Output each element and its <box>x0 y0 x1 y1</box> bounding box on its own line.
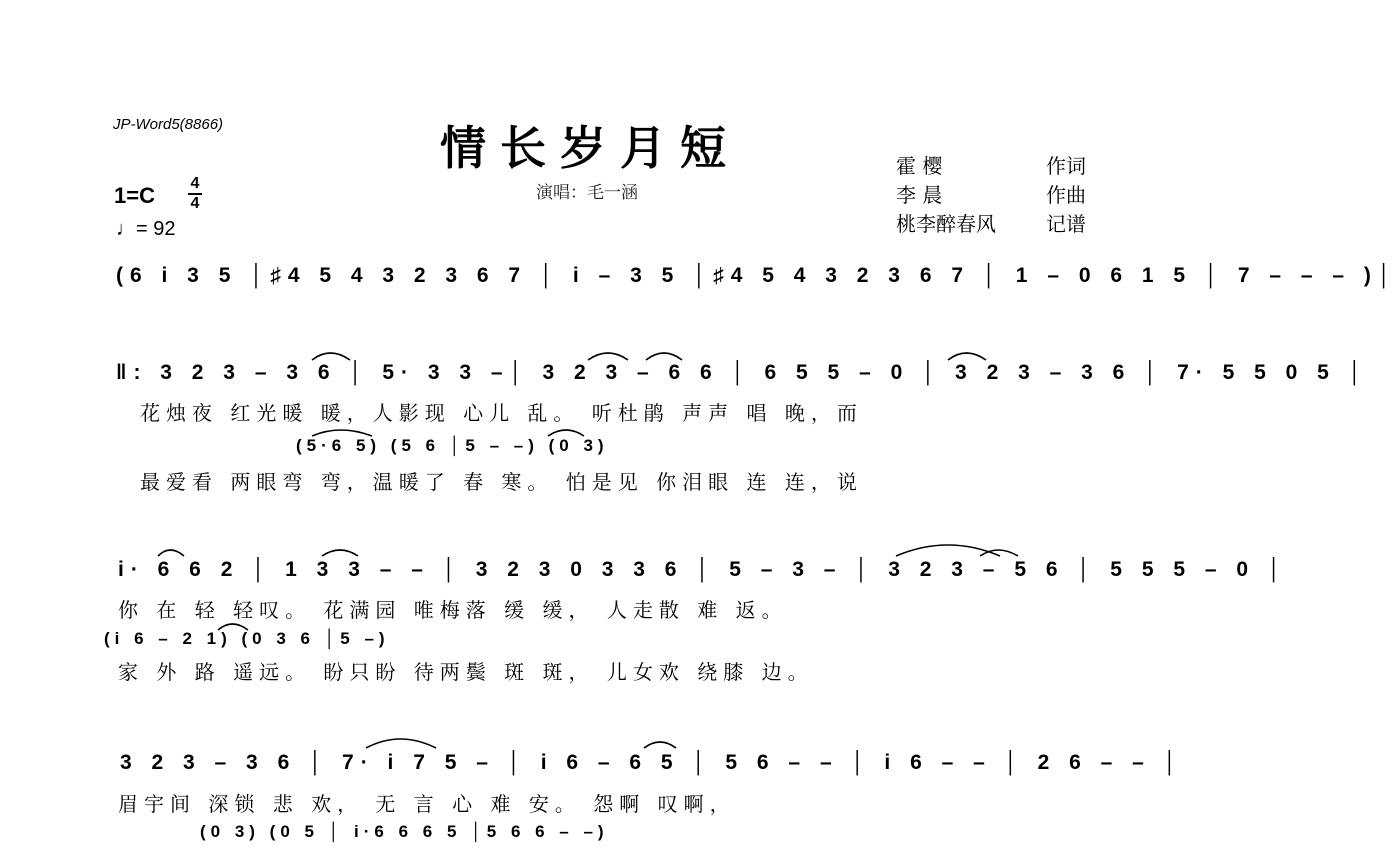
quarter-note-icon: ♩ <box>116 218 136 240</box>
line2-alt-notes: (i 6 – 2 1) (0 3 6 │5 –) <box>104 629 390 648</box>
line2-lyrics-verse2: 家 外 路 遥远。 盼只盼 待两鬓 斑 斑， 儿女欢 绕膝 边。 <box>118 660 814 684</box>
line2-notes: i· 6 6 2 │ 1 3 3 – – │ 3 2 3 0 3 3 6 │ 5 – 3 – │ 3 2 3 – 5 6 │ 5 5 5 – 0 │ <box>118 558 1288 581</box>
tie-arc <box>588 353 628 360</box>
tie-arc <box>218 624 248 630</box>
tie-arc <box>646 353 682 360</box>
line1-alt-notes: (5·6 5) (5 6 │5 – –) (0 3) <box>296 436 609 455</box>
key-signature: 1=C <box>114 183 155 208</box>
tie-arc <box>366 739 436 748</box>
tie-arc <box>644 742 676 748</box>
transcriber-name: 桃李醉春风 <box>896 212 996 236</box>
line1-lyrics-verse1: 花烛夜 红光暖 暖，人影现 心儿 乱。 听杜鹃 声声 唱 晚，而 <box>140 401 863 425</box>
transcriber-role: 记谱 <box>1046 212 1086 236</box>
time-signature-top: 4 <box>190 175 200 192</box>
intro-notes: (6 i 3 5 │♯4 5 4 3 2 3 6 7 │ i – 3 5 │♯4 5 4 3 2 3 6 7 │ 1 – 0 6 1 5 │ 7 – – – )│ <box>116 264 1398 287</box>
tie-arc <box>322 550 358 556</box>
tie-arc <box>158 550 184 556</box>
tie-arc <box>312 353 350 360</box>
tie-arc <box>312 430 372 436</box>
tempo-value: = 92 <box>136 218 176 240</box>
lyricist-role: 作词 <box>1046 154 1086 178</box>
line3-alt-notes: (0 3) (0 5 │ i·6 6 6 5 │5 6 6 – –) <box>200 822 609 841</box>
composer-name: 李 晨 <box>896 183 943 207</box>
tie-arc <box>896 545 1000 556</box>
watermark: JP-Word5(8866) <box>113 116 224 133</box>
line3-notes: 3 2 3 – 3 6 │ 7· i 7 5 – │ i 6 – 6 5 │ 5 6 – – │ i 6 – – │ 2 6 – – │ <box>120 751 1184 774</box>
composer-role: 作曲 <box>1046 183 1086 207</box>
tie-arc <box>948 353 986 360</box>
line1-notes: ‖: 3 2 3 – 3 6 │ 5· 3 3 –│ 3 2 3 – 6 6 │ 6 5 5 – 0 │ 3 2 3 – 3 6 │ 7· 5 5 0 5 │ <box>116 361 1369 384</box>
line2-lyrics-verse1: 你 在 轻 轻叹。 花满园 唯梅落 缓 缓， 人走散 难 返。 <box>118 598 788 622</box>
time-signature-bottom: 4 <box>190 195 200 212</box>
singer-credit: 演唱：毛一涵 <box>536 183 638 203</box>
song-title: 情长岁月短 <box>440 121 740 175</box>
lyricist-name: 霍 樱 <box>896 154 943 178</box>
line1-lyrics-verse2: 最爱看 两眼弯 弯，温暖了 春 寒。 怕是见 你泪眼 连 连，说 <box>140 470 863 494</box>
tie-arc <box>548 430 584 436</box>
line3-lyrics-verse1: 眉宇间 深锁 悲 欢， 无 言 心 难 安。 怨啊 叹啊， <box>118 792 736 816</box>
